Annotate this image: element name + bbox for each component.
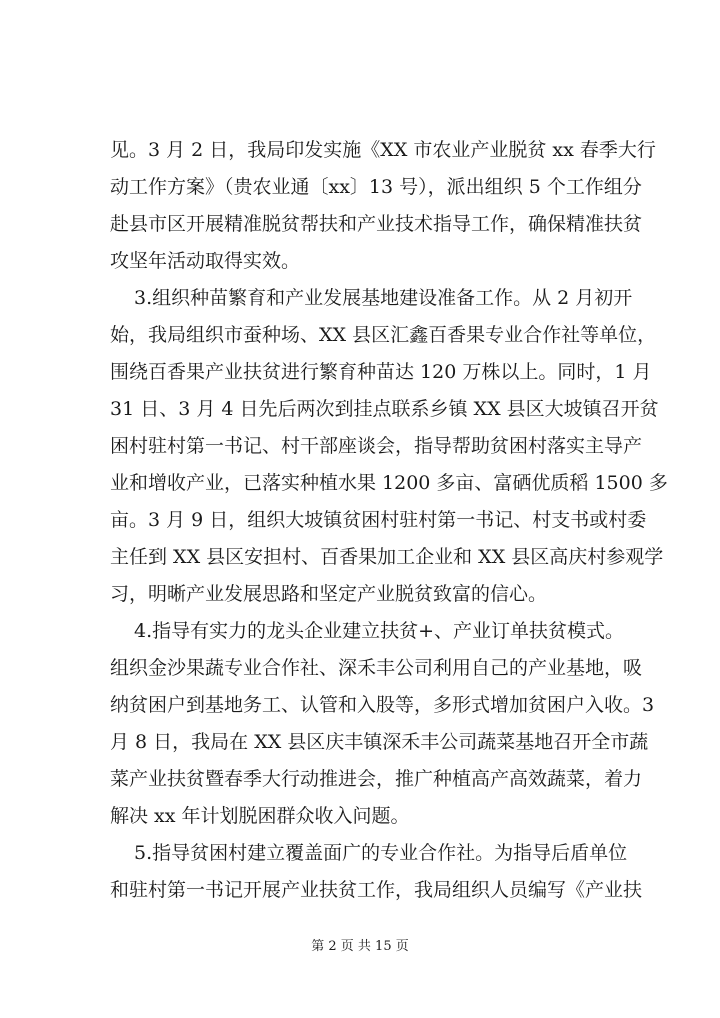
page-footer: 第 2 页 共 15 页 bbox=[311, 939, 409, 954]
text-line-content: 业和增收产业，已落实种植水果 1200 多亩、富硒优质稻 1500 多 bbox=[110, 472, 668, 494]
text-line-content: 围绕百香果产业扶贫进行繁育种苗达 120 万株以上。同时，1 月 bbox=[110, 361, 652, 383]
text-line bbox=[0, 283, 720, 313]
text-line-content: 组织金沙果蔬专业合作社、深禾丰公司利用自己的产业基地，吸 bbox=[110, 657, 643, 679]
text-line bbox=[0, 801, 720, 831]
text-line bbox=[0, 764, 720, 794]
text-line-content: 3.组织种苗繁育和产业发展基地建设准备工作。从 2 月初开 bbox=[134, 287, 633, 309]
text-line-content: 纳贫困户到基地务工、认管和入股等，多形式增加贫困户入收。3 bbox=[110, 694, 655, 716]
text-line bbox=[0, 653, 720, 683]
text-line-content: 和驻村第一书记开展产业扶贫工作，我局组织人员编写《产业扶 bbox=[110, 879, 643, 901]
text-line-content: 赴县市区开展精准脱贫帮扶和产业技术指导工作，确保精准扶贫 bbox=[110, 213, 643, 235]
text-line-content: 亩。3 月 9 日，组织大坡镇贫困村驻村第一书记、村支书或村委 bbox=[110, 509, 647, 531]
text-line bbox=[0, 505, 720, 535]
text-line-content: 见。3 月 2 日，我局印发实施《XX 市农业产业脱贫 xx 春季大行 bbox=[110, 139, 656, 161]
text-line bbox=[0, 616, 720, 646]
text-line-content: 31 日、3 月 4 日先后两次到挂点联系乡镇 XX 县区大坡镇召开贫 bbox=[110, 398, 659, 420]
text-line-content: 动工作方案》（贵农业通〔xx〕13 号），派出组织 5 个工作组分 bbox=[110, 176, 642, 198]
text-line bbox=[0, 209, 720, 239]
text-line-content: 主任到 XX 县区安担村、百香果加工企业和 XX 县区高庆村参观学 bbox=[110, 546, 664, 568]
text-line-content: 攻坚年活动取得实效。 bbox=[110, 250, 301, 272]
text-line bbox=[0, 875, 720, 905]
text-line bbox=[0, 838, 720, 868]
text-line-content: 月 8 日，我局在 XX 县区庆丰镇深禾丰公司蔬菜基地召开全市蔬 bbox=[110, 731, 649, 753]
text-line bbox=[0, 542, 720, 572]
text-line-content: 菜产业扶贫暨春季大行动推进会，推广种植高产高效蔬菜，着力 bbox=[110, 768, 643, 790]
text-line bbox=[0, 690, 720, 720]
text-line bbox=[0, 135, 720, 165]
text-line-content: 困村驻村第一书记、村干部座谈会，指导帮助贫困村落实主导产 bbox=[110, 435, 643, 457]
text-line-content: 4.指导有实力的龙头企业建立扶贫+、产业订单扶贫模式。 bbox=[134, 620, 625, 642]
text-line bbox=[0, 394, 720, 424]
text-line bbox=[0, 727, 720, 757]
text-line-content: 习，明晰产业发展思路和坚定产业脱贫致富的信心。 bbox=[110, 583, 548, 605]
text-line-content: 5.指导贫困村建立覆盖面广的专业合作社。为指导后盾单位 bbox=[134, 842, 628, 864]
text-line bbox=[0, 246, 720, 276]
text-line bbox=[0, 431, 720, 461]
text-line bbox=[0, 468, 720, 498]
text-line bbox=[0, 172, 720, 202]
text-line bbox=[0, 320, 720, 350]
text-line-content: 始，我局组织市蚕种场、XX 县区汇鑫百香果专业合作社等单位， bbox=[110, 324, 657, 346]
text-line bbox=[0, 357, 720, 387]
text-line bbox=[0, 579, 720, 609]
text-line-content: 解决 xx 年计划脱困群众收入问题。 bbox=[110, 805, 410, 827]
